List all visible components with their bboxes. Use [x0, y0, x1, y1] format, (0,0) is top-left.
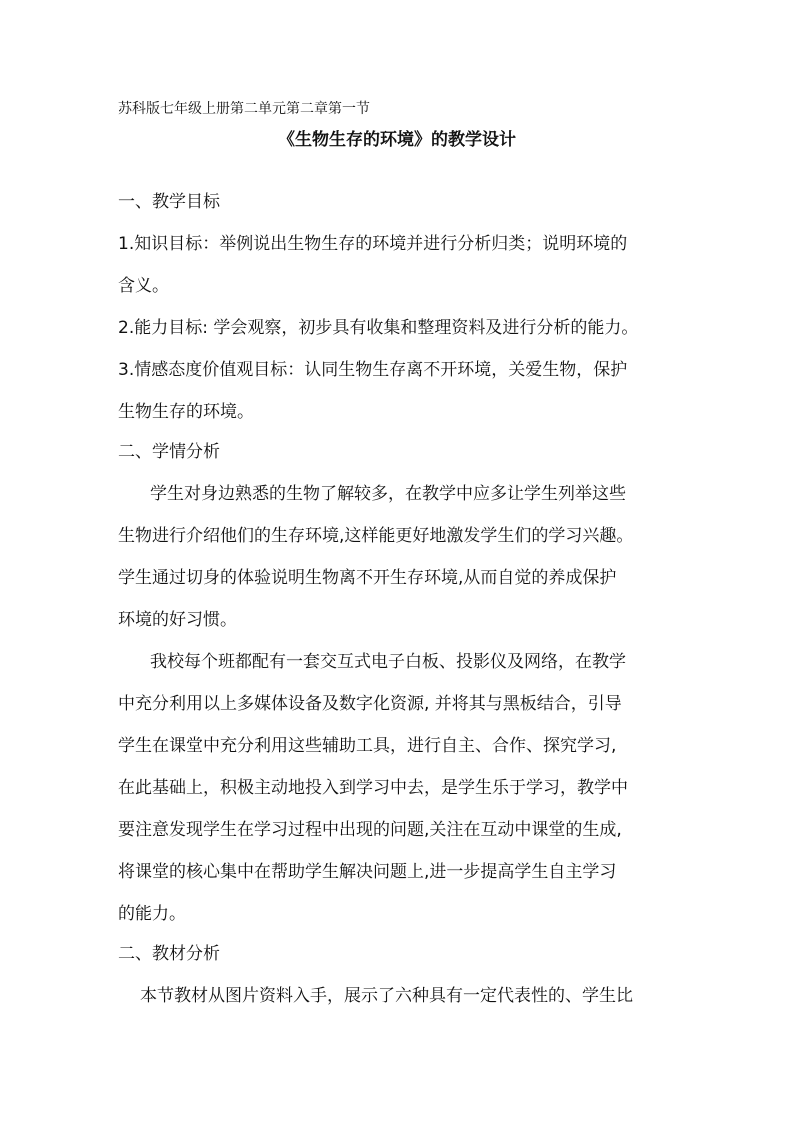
paragraph-line: 我校每个班都配有一套交互式电子白板、投影仪及网络，在教学 — [150, 652, 626, 672]
section-heading-student-analysis: 二、学情分析 — [118, 442, 220, 462]
paragraph-line: 3.情感态度价值观目标：认同生物生存离不开环境，关爱生物，保护 — [118, 360, 628, 380]
paragraph-line: 1.知识目标：举例说出生物生存的环境并进行分析归类；说明环境的 — [118, 234, 628, 254]
section-heading-material-analysis: 二、教材分析 — [118, 944, 220, 964]
paragraph-line: 在此基础上，积极主动地投入到学习中去，是学生乐于学习，教学中 — [118, 778, 628, 798]
paragraph-line: 含义。 — [118, 276, 169, 296]
paragraph-line: 学生在课堂中充分利用这些辅助工具，进行自主、合作、探究学习, — [118, 736, 617, 756]
paragraph-line: 将课堂的核心集中在帮助学生解决问题上,进一步提高学生自主学习 — [118, 862, 617, 882]
document-title: 《生物生存的环境》的教学设计 — [278, 130, 516, 150]
paragraph-line: 生物进行介绍他们的生存环境,这样能更好地激发学生们的学习兴趣。 — [118, 526, 634, 546]
paragraph-line: 本节教材从图片资料入手，展示了六种具有一定代表性的、学生比 — [140, 986, 633, 1006]
paragraph-line: 学生通过切身的体验说明生物离不开生存环境,从而自觉的养成保护 — [118, 568, 617, 588]
paragraph-line: 学生对身边熟悉的生物了解较多，在教学中应多让学生列举这些 — [150, 484, 626, 504]
paragraph-line: 生物生存的环境。 — [118, 402, 254, 422]
paragraph-line: 环境的好习惯。 — [118, 610, 237, 630]
paragraph-line: 中充分利用以上多媒体设备及数字化资源, 并将其与黑板结合，引导 — [118, 694, 622, 714]
paragraph-line: 的能力。 — [118, 904, 186, 924]
section-heading-teaching-goals: 一、教学目标 — [118, 192, 220, 212]
document-subtitle: 苏科版七年级上册第二单元第二章第一节 — [118, 101, 370, 117]
paragraph-line: 2.能力目标: 学会观察，初步具有收集和整理资料及进行分析的能力。 — [118, 318, 639, 338]
paragraph-line: 要注意发现学生在学习过程中出现的问题,关注在互动中课堂的生成, — [118, 820, 622, 840]
